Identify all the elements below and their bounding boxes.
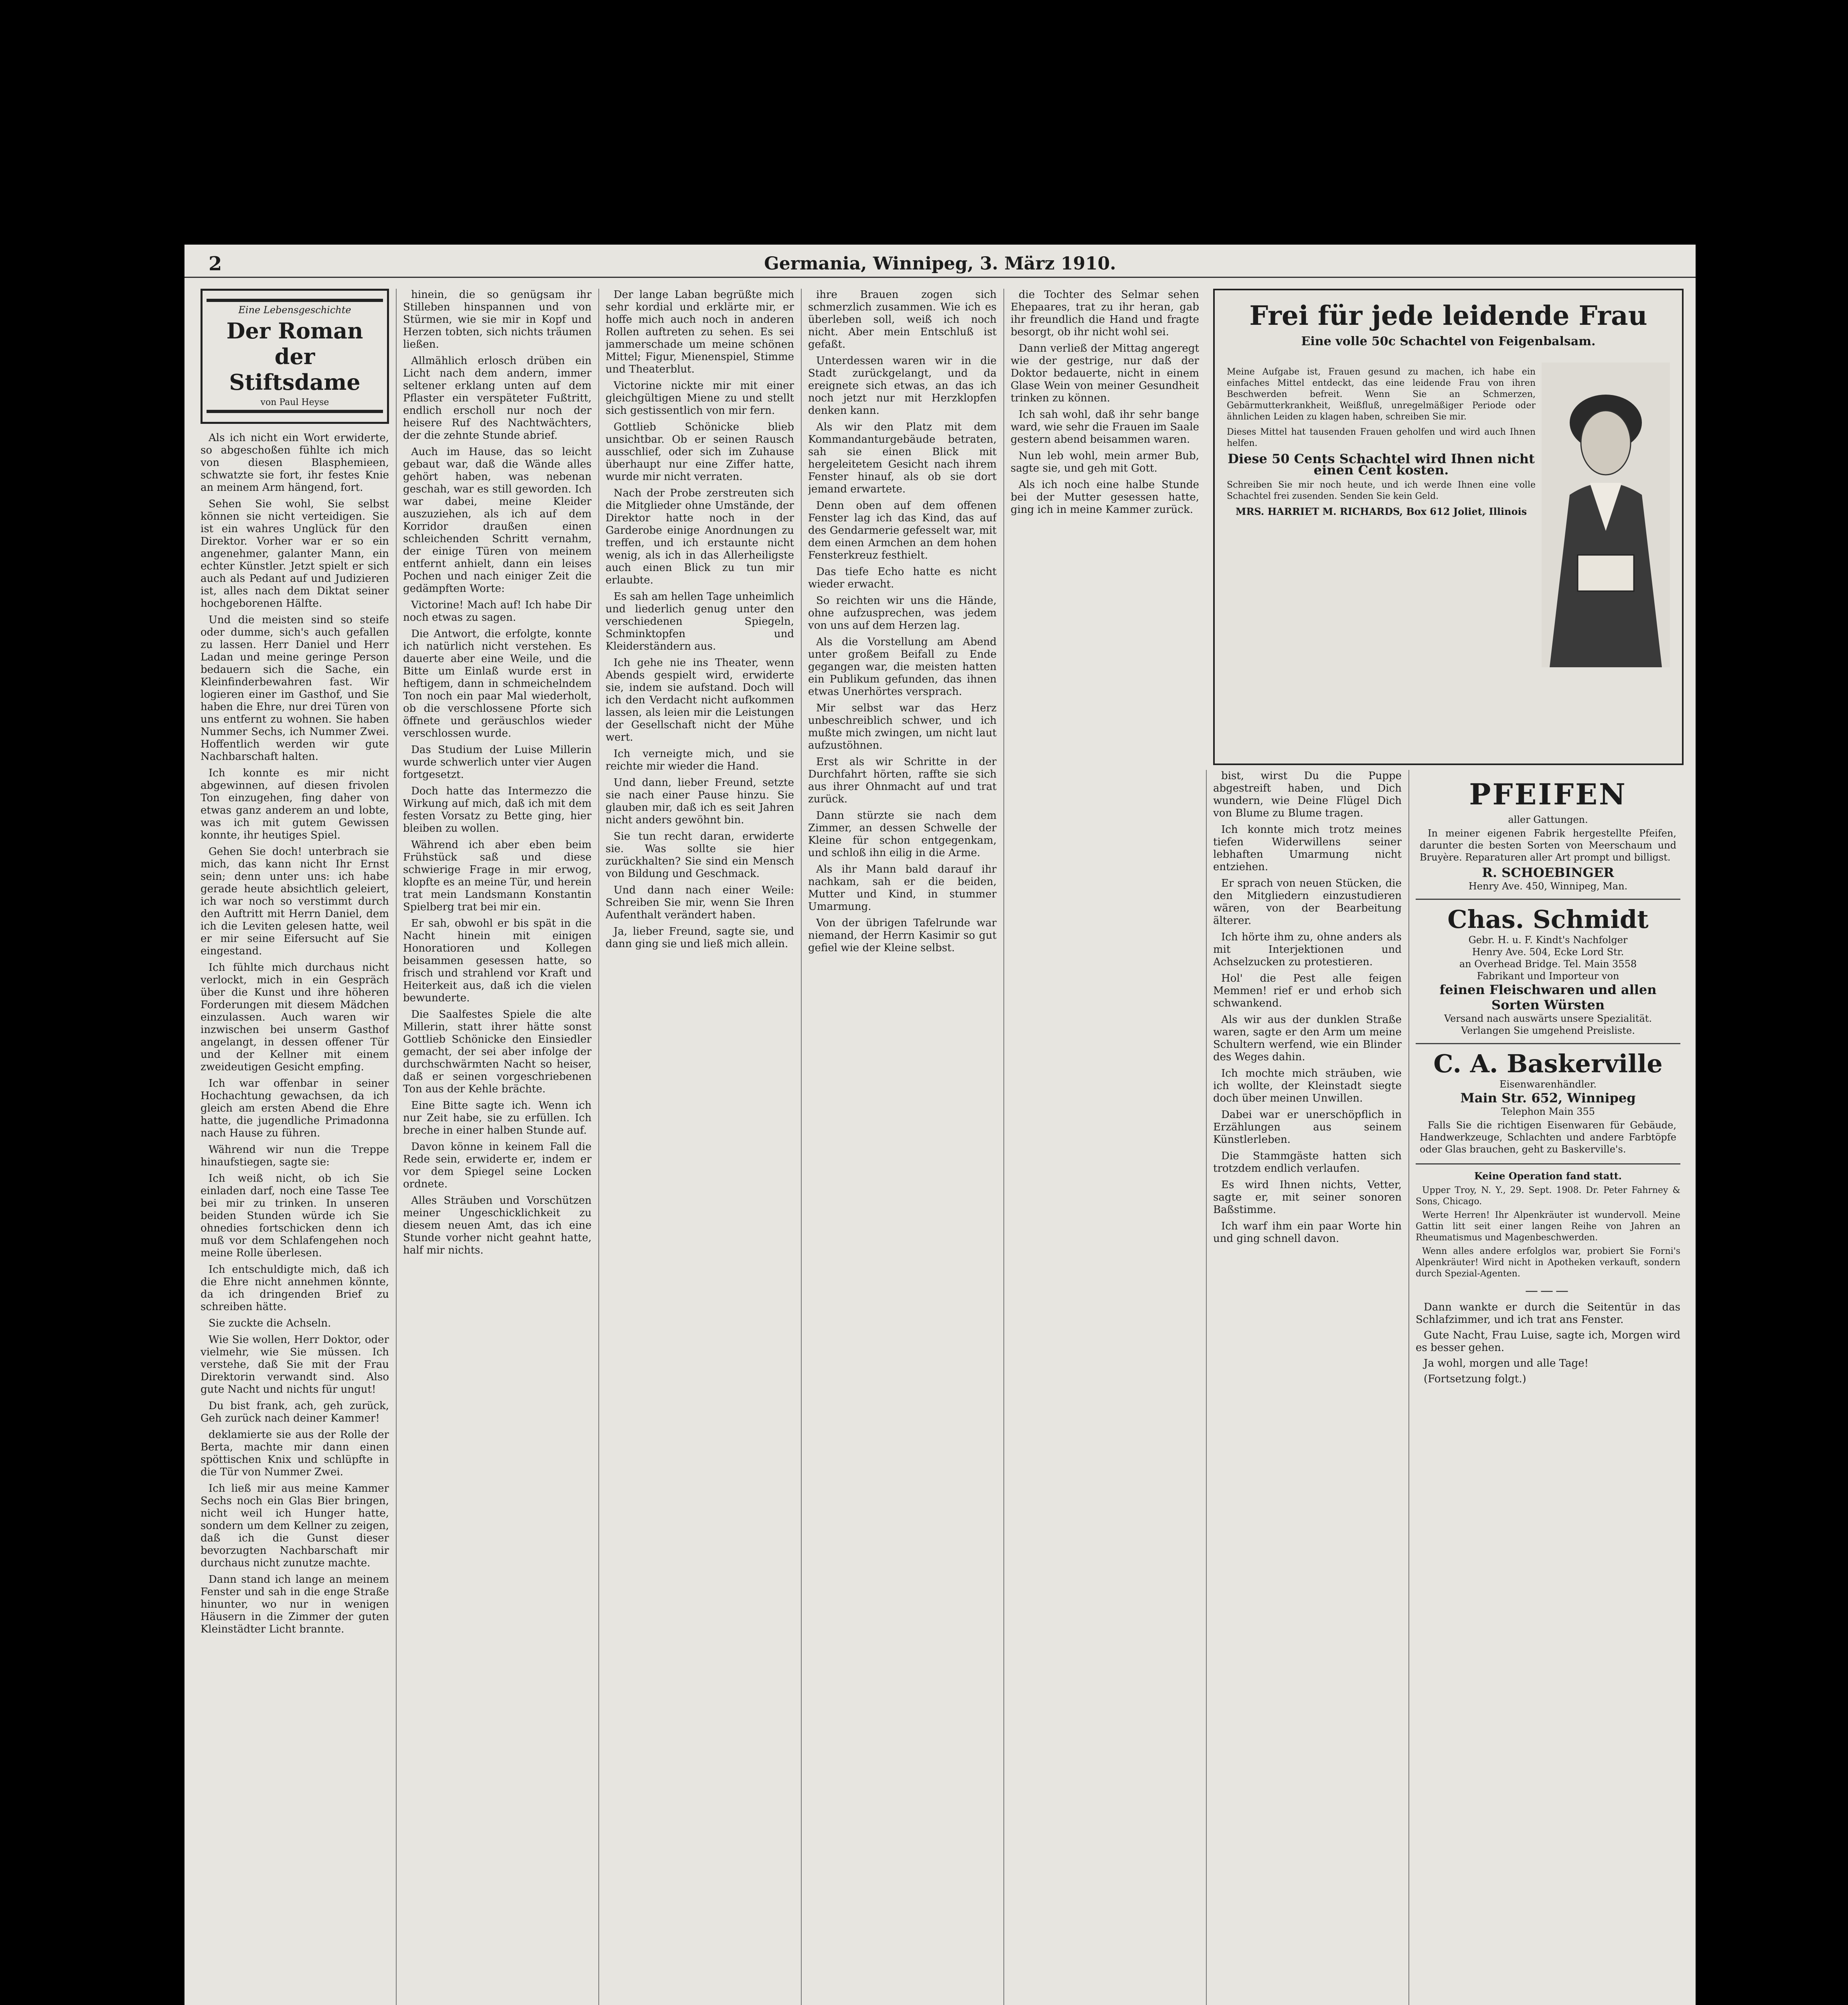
story-paragraph: Ja, lieber Freund, sagte sie, und dann ging sie und ließ mich allein. xyxy=(606,926,794,950)
story-paragraph: Dann wankte er durch die Seitentür in das Schlafzimmer, und ich trat ans Fenster. xyxy=(1416,1301,1680,1326)
pfeifen-headline: PFEIFEN xyxy=(1469,777,1627,811)
story-paragraph: bist, wirst Du die Puppe abgestreift haben, und Dich wundern, wie Deine Flügel Dich von Blume zu Blume tragen. xyxy=(1213,770,1402,819)
story-paragraph: Er sprach von neuen Stücken, die den Mitgliedern einzustudieren wären, von der Bearbeitung älterer. xyxy=(1213,877,1402,927)
story-paragraph: Als ihr Mann bald darauf ihr nachkam, sah er die beiden, Mutter und Kind, in stummer Umarmung. xyxy=(808,863,997,913)
story-author: von Paul Heyse xyxy=(260,397,329,407)
story-paragraph: Ich konnte es mir nicht abgewinnen, auf diesen frivolen Ton einzugehen, fing daher von etwas ganz anderem an und lobte, was ich mit gutem Gewissen konnte, ihr heutiges Spiel. xyxy=(201,767,389,841)
woman-portrait-illustration xyxy=(1542,363,1670,667)
story-paragraph: Erst als wir Schritte in der Durchfahrt hörten, raffte sie sich aus ihrer Ohnmacht auf und trat zurück. xyxy=(808,756,997,805)
story-paragraph: So reichten wir uns die Hände, ohne aufzusprechen, was jedem von uns auf dem Herzen lag. xyxy=(808,595,997,632)
schmidt-name: Chas. Schmidt xyxy=(1447,905,1649,934)
column-rule xyxy=(1206,770,1207,2005)
story-paragraph: Ich fühlte mich durchaus nicht verlockt, mich in ein Gespräch über die Kunst und ihre höheren Forderungen mit diesem Mädchen einzulassen. Auch waren wir inzwischen bei unserm Gasthof angelangt, in dessen offener Tür und der Kellner mit einem zweideutigen Gesicht empfing. xyxy=(201,962,389,1073)
pfeifen-body: In meiner eigenen Fabrik hergestellte Pfeifen, darunter die besten Sorten von Meerschaum und Bruyère. Reparaturen aller Art prompt und billigst. xyxy=(1420,828,1676,863)
advertisement-schmidt xyxy=(1416,900,1680,1044)
story-paragraph: Die Saalfestes Spiele die alte Millerin, statt ihrer hätte sonst Gottlieb Schönicke den Einsiedler gemacht, der sei aber infolge der durchschwärmten Nacht so heiser, daß er seinen vorgeschriebenen Ton aus der Kehle brächte. xyxy=(403,1009,592,1095)
title-ornament-bar xyxy=(207,299,383,302)
story-paragraph: Unterdessen waren wir in die Stadt zurückgelangt, und da ereignete sich etwas, an das ich noch jetzt nur mit Herzklopfen denken kann. xyxy=(808,355,997,417)
story-paragraph: Als ich nicht ein Wort erwiderte, so abgeschoßen fühlte ich mich von diesen Blasphemieen, schwatzte sie fort, ihr festes Knie an meinem Arm hängend, fort. xyxy=(201,432,389,494)
story-paragraph: Nun leb wohl, mein armer Bub, sagte sie, und geh mit Gott. xyxy=(1011,450,1199,474)
schmidt-line-2: feinen Fleischwaren und allen Sorten Würsten xyxy=(1439,982,1657,1013)
story-paragraph: Ich entschuldigte mich, daß ich die Ehre nicht annehmen könnte, da ich dringenden Brief zu schreiben hätte. xyxy=(201,1264,389,1313)
story-paragraph: Das Studium der Luise Millerin wurde schwerlich unter vier Augen fortgesetzt. xyxy=(403,744,592,781)
baskerville-phone: Telephon Main 355 xyxy=(1501,1106,1595,1117)
letter-paragraph: Wenn alles andere erfolglos war, probiert Sie Forni's Alpenkräuter! Wird nicht in Apotheken verkauft, sondern durch Spezial-Agenten. xyxy=(1416,1246,1680,1279)
ad-subhead: Eine volle 50c Schachtel von Feigenbalsam. xyxy=(1301,334,1596,348)
story-paragraph: Während ich aber eben beim Frühstück saß und diese schwierige Frage in mir erwog, klopfte es an meine Tür, und herein trat mein Landsmann Konstantin Spielberg trat bei mir ein. xyxy=(403,839,592,913)
column-4-text xyxy=(808,289,997,954)
schmidt-former: Gebr. H. u. F. Kindt's Nachfolger xyxy=(1468,934,1628,946)
advertisement-pfeifen xyxy=(1416,770,1680,900)
story-paragraph: Und dann, lieber Freund, setzte sie nach einer Pause hinzu. Sie glauben mir, daß ich es seit Jahren nicht anders gewöhnt bin. xyxy=(606,777,794,826)
story-paragraph: Ja wohl, morgen und alle Tage! xyxy=(1424,1357,1589,1369)
schmidt-line-4: Verlangen Sie umgehend Preisliste. xyxy=(1461,1025,1635,1036)
section-separator: ——— xyxy=(1525,1283,1571,1298)
story-paragraph: Mir selbst war das Herz unbeschreiblich schwer, und ich mußte mich zwingen, um nicht laut aufzustöhnen. xyxy=(808,702,997,751)
story-column-5 xyxy=(1011,289,1199,2005)
story-paragraph: Von der übrigen Tafelrunde war niemand, der Herrn Kasimir so gut gefiel wie der Kleine selbst. xyxy=(808,917,997,954)
ad-headline: Frei für jede leidende Frau xyxy=(1249,300,1647,331)
title-ornament-bar xyxy=(207,410,383,413)
page-number: 2 xyxy=(209,253,222,275)
column-rule xyxy=(1408,770,1409,2005)
baskerville-address: Main Str. 652, Winnipeg xyxy=(1460,1090,1636,1106)
story-paragraph: Wie Sie wollen, Herr Doktor, oder vielmehr, wie Sie müssen. Ich verstehe, daß Sie mit der Frau Direktorin verwandt sind. Also gute Nacht und nichts für ungut! xyxy=(201,1334,389,1395)
story-paragraph: die Tochter des Selmar sehen Ehepaares, trat zu ihr heran, gab ihr freundlich die Hand und fragte besorgt, ob ihr nicht wohl sei. xyxy=(1011,289,1199,338)
story-paragraph: Dabei war er unerschöpflich in Erzählungen aus seinem Künstlerleben. xyxy=(1213,1109,1402,1146)
story-paragraph: Die Stammgäste hatten sich trotzdem endlich verlaufen. xyxy=(1213,1150,1402,1175)
story-paragraph: Sehen Sie wohl, Sie selbst können sie nicht verteidigen. Sie ist ein wahres Unglück für den Direktor. Vorher war er so ein angenehmer, galanter Mann, ein echter Künstler. Jetzt spielt er sich auch als Pedant auf und Judizieren ist, alles nach dem Diktat seiner hochgeborenen Hälfte. xyxy=(201,498,389,610)
story-paragraph: Ich konnte mich trotz meines tiefen Widerwillens seiner lebhaften Umarmung nicht entziehen. xyxy=(1213,824,1402,873)
story-paragraph: Dann stand ich lange an meinem Fenster und sah in die enge Straße hinunter, wo nur in wenigen Häusern in die Zimmer der guten Kleinstädter Licht brannte. xyxy=(201,1574,389,1635)
story-paragraph: Nach der Probe zerstreuten sich die Mitglieder ohne Umstände, der Direktor hatte noch in der Garderobe einige Anordnungen zu treffen, und ich erstaunte nicht wenig, als ich in das Allerheiligste auch einen Blick zu tun mir erlaubte. xyxy=(606,487,794,586)
newspaper-page xyxy=(184,245,1696,2005)
story-title: Der Roman der Stiftsdame xyxy=(226,318,363,395)
story-paragraph: Sie zuckte die Achseln. xyxy=(209,1317,331,1329)
ad-signature: MRS. HARRIET M. RICHARDS, Box 612 Joliet, Illinois xyxy=(1235,506,1527,517)
ad-offer: Diese 50 Cents Schachtel wird Ihnen nicht einen Cent kosten. xyxy=(1228,451,1535,478)
baskerville-name: C. A. Baskerville xyxy=(1433,1049,1663,1078)
story-paragraph: Ich mochte mich sträuben, wie ich wollte, der Kleinstadt siegte doch über meinen Unwillen. xyxy=(1213,1067,1402,1104)
story-paragraph: Ich ließ mir aus meine Kammer Sechs noch ein Glas Bier bringen, nicht weil ich Hunger hatte, sondern um dem Kellner zu zeigen, daß ich die Gunst dieser bevorzugten Nachbarschaft mir durchaus nicht zunutze machte. xyxy=(201,1482,389,1569)
story-paragraph: Ich sah wohl, daß ihr sehr bange ward, wie sehr die Frauen im Saale gestern abend beisammen waren. xyxy=(1011,409,1199,446)
story-paragraph: Ich weiß nicht, ob ich Sie einladen darf, noch eine Tasse Tee bei mir zu trinken. In unseren beiden Stunden würde ich Sie ohnedies fortschicken denn ich muß vor dem Schlafengehen noch meine Rolle überlesen. xyxy=(201,1173,389,1259)
story-paragraph: Als wir den Platz mit dem Kommandanturgebäude betraten, sah sie einen Blick mit hergeleitetem Gesicht nach ihrem Fenster hinauf, als ob sie dort jemand erwartete. xyxy=(808,421,997,495)
letter-paragraph: Upper Troy, N. Y., 29. Sept. 1908. Dr. Peter Fahrney & Sons, Chicago. xyxy=(1416,1185,1680,1207)
letter-paragraph: Werte Herren! Ihr Alpenkräuter ist wundervoll. Meine Gattin litt seit einer langen Reihe von Jahren an Rheumatismus und Magenbeschwerden. xyxy=(1416,1210,1680,1243)
story-paragraph: Ich warf ihm ein paar Worte hin und ging schnell davon. xyxy=(1213,1220,1402,1245)
advertisement-baskerville xyxy=(1416,1044,1680,1165)
pfeifen-subtitle: aller Gattungen. xyxy=(1508,814,1588,825)
story-paragraph: Auch im Hause, das so leicht gebaut war, daß die Wände alles gehört haben, was nebenan geschah, war es still geworden. Ich war dabei, meine Kleider auszuziehen, als ich auf dem Korridor draußen einen schleichenden Schritt vernahm, der einige Türen von meinem entfernt anhielt, dann ein leises Pochen und nach einiger Zeit die gedämpften Worte: xyxy=(403,446,592,595)
story-column-4 xyxy=(808,289,997,2005)
letter-heading: Keine Operation fand statt. xyxy=(1474,1170,1622,1182)
story-paragraph: Es wird Ihnen nichts, Vetter, sagte er, mit seiner sonoren Baßstimme. xyxy=(1213,1179,1402,1216)
story-paragraph: Hol' die Pest alle feigen Memmen! rief er und erhob sich schwankend. xyxy=(1213,972,1402,1009)
story-paragraph: Der lange Laban begrüßte mich sehr kordial und erklärte mir, er hoffe mich auch noch in anderen Rollen auftreten zu sehen. Es sei jammerschade um meine schönen Mittel; Figur, Mienenspiel, Stimme und Theaterblut. xyxy=(606,289,794,375)
story-paragraph: Als wir aus der dunklen Straße waren, sagte er den Arm um meine Schultern werfend, wie ein Blinder des Weges dahin. xyxy=(1213,1014,1402,1063)
column-rule xyxy=(1003,289,1004,2005)
advertisement-feigenbalsam xyxy=(1213,289,1684,765)
story-paragraph: Dann verließ der Mittag angeregt wie der gestrige, nur daß der Doktor bedauerte, nicht in einem Glase Wein von meiner Gesundheit trinken zu können. xyxy=(1011,342,1199,404)
story-paragraph: hinein, die so genügsam ihr Stilleben hinspannen und von Stürmen, wie sie mir in Kopf und Herzen tobten, sich nichts träumen ließen. xyxy=(403,289,592,350)
story-paragraph: Ich verneigte mich, und sie reichte mir wieder die Hand. xyxy=(606,748,794,772)
story-paragraph: Allmählich erlosch drüben ein Licht nach dem andern, immer seltener erklang unten auf dem Pflaster ein verspäteter Fußtritt, endlich erscholl nur noch der heisere Ruf des Nachtwächters, der die zehnte Stunde abrief. xyxy=(403,355,592,442)
story-paragraph: Victorine! Mach auf! Ich habe Dir noch etwas zu sagen. xyxy=(403,599,592,624)
story-title-box xyxy=(201,289,389,424)
story-paragraph: Als die Vorstellung am Abend unter großem Beifall zu Ende gegangen war, die meisten hatten ein Publikum gefunden, das ihnen etwas Unerhörtes versprach. xyxy=(808,636,997,698)
story-paragraph: Eine Bitte sagte ich. Wenn ich nur Zeit habe, sie zu erfüllen. Ich breche in einer halben Stunde auf. xyxy=(403,1100,592,1136)
story-paragraph: Gehen Sie doch! unterbrach sie mich, das kann nicht Ihr Ernst sein; denn unter uns: ich habe gerade heute absichtlich geleiert, ich war noch so verstimmt durch den Auftritt mit Herrn Daniel, dem ich die Leviten gelesen hatte, weil er mir seine Eifersucht auf Sie eingestand. xyxy=(201,846,389,957)
column-2-text xyxy=(403,289,592,1257)
story-column-1 xyxy=(201,289,389,2005)
story-paragraph: Während wir nun die Treppe hinaufstiegen, sagte sie: xyxy=(201,1144,389,1168)
story-paragraph: Davon könne in keinem Fall die Rede sein, erwiderte er, indem er vor dem Spiegel seine Locken ordnete. xyxy=(403,1141,592,1190)
story-paragraph: Ich war offenbar in seiner Hochachtung gewachsen, da ich gleich am ersten Abend die Ehre hatte, die jugendliche Primadonna nach Hause zu führen. xyxy=(201,1077,389,1139)
story-kicker: Eine Lebensgeschichte xyxy=(238,304,351,316)
story-paragraph: deklamierte sie aus der Rolle der Berta, machte mir dann einen spöttischen Knix und schlüpfte in die Tür von Nummer Zwei. xyxy=(201,1429,389,1478)
story-paragraph: Ich gehe nie ins Theater, wenn Abends gespielt wird, erwiderte sie, indem sie aufstand. Doch will ich den Verdacht nicht aufkommen lassen, als leien mir die Leistungen der Gesellschaft nicht der Mühe wert. xyxy=(606,657,794,743)
story-paragraph: Er sah, obwohl er bis spät in die Nacht hinein mit einigen Honoratioren und Kollegen beisammen gesessen hatte, so frisch und strahlend vor Kraft und Heiterkeit aus, daß ich die vielen bewunderte. xyxy=(403,917,592,1004)
story-paragraph: Victorine nickte mir mit einer gleichgültigen Miene zu und stellt sich gestissentlich von mir fern. xyxy=(606,380,794,417)
column-rule xyxy=(598,289,599,2005)
column-rule xyxy=(801,289,802,2005)
story-paragraph: Gute Nacht, Frau Luise, sagte ich, Morgen wird es besser gehen. xyxy=(1416,1329,1680,1354)
story-column-6 xyxy=(1213,770,1402,2005)
story-column-2 xyxy=(403,289,592,2005)
masthead xyxy=(184,245,1696,278)
ad-body-text: Dieses Mittel hat tausenden Frauen geholfen und wird auch Ihnen helfen. xyxy=(1227,427,1536,448)
column-1-text xyxy=(201,432,389,1636)
testimonial-letter xyxy=(1416,1185,1680,1280)
story-column-3 xyxy=(606,289,794,2005)
story-paragraph: Es sah am hellen Tage unheimlich und liederlich genug unter den verschiedenen Spiegeln, Schminktopfen und Kleiderständern aus. xyxy=(606,591,794,652)
story-paragraph: Sie tun recht daran, erwiderte sie. Was sollte sie hier zurückhalten? Sie sind ein Mensch von Bildung und Geschmack. xyxy=(606,830,794,880)
dateline: Germania, Winnipeg, 3. März 1910. xyxy=(764,253,1116,274)
ad-body xyxy=(1227,367,1536,521)
story-paragraph: Alles Sträuben und Vorschützen meiner Ungeschicklichkeit zu diesem neuen Amt, das ich eine Stunde vorher nicht geahnt hatte, half mir nichts. xyxy=(403,1195,592,1256)
schmidt-line-3: Versand nach auswärts unsere Spezialität. xyxy=(1444,1013,1652,1024)
story-paragraph: (Fortsetzung folgt.) xyxy=(1424,1373,1526,1385)
story-paragraph: Denn oben auf dem offenen Fenster lag ich das Kind, das auf des Gendarmerie gefesselt war, mit dem einen Armchen an dem hohen Fensterkreuz festhielt. xyxy=(808,500,997,561)
pfeifen-name: R. SCHOEBINGER xyxy=(1482,865,1614,880)
ads-column xyxy=(1416,770,1680,2005)
story-continuation xyxy=(1416,1301,1680,1385)
column-6-text xyxy=(1213,770,1402,1245)
story-paragraph: Das tiefe Echo hatte es nicht wieder erwacht. xyxy=(808,566,997,590)
column-rule xyxy=(396,289,397,2005)
pfeifen-address: Henry Ave. 450, Winnipeg, Man. xyxy=(1468,881,1628,892)
story-paragraph: Als ich noch eine halbe Stunde bei der Mutter gesessen hatte, ging ich in meine Kammer zurück. xyxy=(1011,479,1199,516)
column-3-text xyxy=(606,289,794,950)
column-5-text xyxy=(1011,289,1199,516)
schmidt-address: Henry Ave. 504, Ecke Lord Str. xyxy=(1472,946,1624,958)
baskerville-body: Falls Sie die richtigen Eisenwaren für Gebäude, Handwerkzeuge, Schlachten und andere Farbtöpfe oder Glas brauchen, geht zu Baskerville's. xyxy=(1420,1120,1676,1155)
story-paragraph: Ich hörte ihm zu, ohne anders als mit Interjektionen und Achselzucken zu protestieren. xyxy=(1213,931,1402,968)
story-paragraph: Du bist frank, ach, geh zurück, Geh zurück nach deiner Kammer! xyxy=(201,1400,389,1424)
baskerville-trade: Eisenwarenhändler. xyxy=(1499,1079,1597,1090)
ad-closing: Schreiben Sie mir noch heute, und ich werde Ihnen eine volle Schachtel frei zusenden. Senden Sie kein Geld. xyxy=(1227,480,1536,501)
story-paragraph: Doch hatte das Intermezzo die Wirkung auf mich, daß ich mit dem festen Vorsatz zu Bette ging, hier bleiben zu wollen. xyxy=(403,785,592,834)
story-paragraph: Und dann nach einer Weile: Schreiben Sie mir, wenn Sie Ihren Aufenthalt verändert haben. xyxy=(606,884,794,921)
story-paragraph: Und die meisten sind so steife oder dumme, sich's auch gefallen zu lassen. Herr Daniel und Herr Ladan und meine geringe Person bedauern sich die Sache, ein Kleinfinderbewahren fast. Wir logieren einer im Gasthof, und Sie haben die Ehre, nur drei Türen von uns entfernt zu wohnen. Sie haben Nummer Sechs, ich Nummer Zwei. Hoffentlich werden wir gute Nachbarschaft halten. xyxy=(201,614,389,763)
story-paragraph: Die Antwort, die erfolgte, konnte ich natürlich nicht verstehen. Es dauerte aber eine Weile, und die Bitte um Einlaß wurde erst in heftigem, dann in schmeichelndem Ton noch ein paar Mal wiederholt, ob die verschlossene Pforte sich öffnete und geräuschlos wieder verschlossen wurde. xyxy=(403,628,592,739)
ad-body-text: Meine Aufgabe ist, Frauen gesund zu machen, ich habe ein einfaches Mittel entdeckt, das eine leidende Frau von ihren Beschwerden befreit. Wenn Sie an Schmerzen, Gebärmutterkrankheit, Weißfluß, unregelmäßiger Periode oder ähnlichen Leiden zu klagen haben, schreiben Sie mir. xyxy=(1227,367,1536,422)
story-paragraph: Dann stürzte sie nach dem Zimmer, an dessen Schwelle der Kleine für schon entgegenkam, und schloß ihn eilig in die Arme. xyxy=(808,810,997,859)
story-paragraph: ihre Brauen zogen sich schmerzlich zusammen. Wie ich es überleben soll, weiß ich noch nicht. Aber mein Entschluß ist gefaßt. xyxy=(808,289,997,350)
schmidt-line-1: Fabrikant und Importeur von xyxy=(1477,970,1619,982)
schmidt-address-2: an Overhead Bridge. Tel. Main 3558 xyxy=(1459,958,1637,970)
story-paragraph: Gottlieb Schönicke blieb unsichtbar. Ob er seinen Rausch ausschlief, oder sich im Zuhause überhaupt nur eine Ziffer hatte, wurde mir nicht verraten. xyxy=(606,421,794,483)
